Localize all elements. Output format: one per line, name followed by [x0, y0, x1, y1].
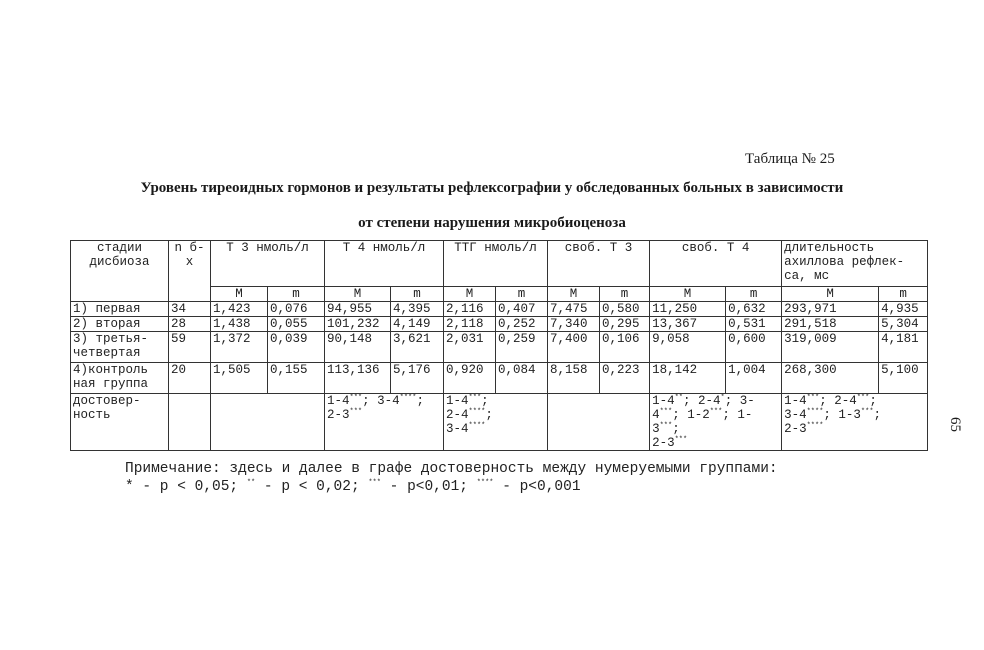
subheader-ft3-m: m [600, 287, 650, 302]
significance-marker: *** [659, 407, 673, 416]
subheader-ttg-M: М [444, 287, 496, 302]
subheader-t4-M: М [325, 287, 391, 302]
cell-t4-m: 5,176 [391, 363, 444, 394]
table-number: Таблица № 25 [745, 151, 835, 167]
header-t3: Т 3 нмоль/л [211, 241, 325, 287]
significance-marker: *** [674, 435, 688, 444]
cell-ft3-m: 0,106 [600, 332, 650, 363]
cell-t4-m: 4,149 [391, 317, 444, 332]
cell-t3-m: 0,055 [268, 317, 325, 332]
significance-free-t3-empty [548, 394, 650, 451]
cell-t3-M: 1,423 [211, 302, 268, 317]
cell-ft3-M: 8,158 [548, 363, 600, 394]
cell-ft4-m: 0,632 [726, 302, 782, 317]
significance-marker: **** [476, 479, 494, 488]
cell-ttg-m: 0,259 [496, 332, 548, 363]
significance-marker: *** [349, 393, 363, 402]
header-reflex: длительность ахиллова рефлек-са, мс [782, 241, 928, 287]
cell-ttg-M: 2,118 [444, 317, 496, 332]
header-free-t3: своб. Т 3 [548, 241, 650, 287]
significance-marker: **** [806, 407, 824, 416]
cell-n: 34 [169, 302, 211, 317]
cell-ft3-M: 7,475 [548, 302, 600, 317]
subheader-ft4-M: М [650, 287, 726, 302]
significance-marker: ** [246, 479, 256, 488]
cell-ref-M: 291,518 [782, 317, 879, 332]
significance-marker: *** [806, 393, 820, 402]
cell-t3-M: 1,372 [211, 332, 268, 363]
cell-ft4-M: 9,058 [650, 332, 726, 363]
cell-ref-m: 5,100 [879, 363, 928, 394]
cell-ref-M: 268,300 [782, 363, 879, 394]
cell-t4-M: 94,955 [325, 302, 391, 317]
cell-t3-m: 0,155 [268, 363, 325, 394]
cell-t3-M: 1,438 [211, 317, 268, 332]
table-title-line2: от степени нарушения микробиоценоза [358, 215, 626, 231]
subheader-ft4-m: m [726, 287, 782, 302]
significance-marker: *** [659, 421, 673, 430]
cell-t3-M: 1,505 [211, 363, 268, 394]
cell-ft3-M: 7,400 [548, 332, 600, 363]
significance-label: достовер-ность [71, 394, 169, 451]
header-free-t4: своб. Т 4 [650, 241, 782, 287]
subheader-ref-M: М [782, 287, 879, 302]
cell-t4-m: 3,621 [391, 332, 444, 363]
significance-marker: *** [468, 393, 482, 402]
subheader-t4-m: m [391, 287, 444, 302]
subheader-ttg-m: m [496, 287, 548, 302]
header-ttg: ТТГ нмоль/л [444, 241, 548, 287]
cell-ft3-m: 0,295 [600, 317, 650, 332]
table-title-line1: Уровень тиреоидных гормонов и результаты рефлексографии у обследованных больных в зависимости [140, 180, 844, 196]
cell-t4-M: 90,148 [325, 332, 391, 363]
cell-ft4-m: 0,600 [726, 332, 782, 363]
table-row [71, 332, 928, 363]
cell-n: 20 [169, 363, 211, 394]
significance-marker: *** [349, 407, 363, 416]
cell-ttg-m: 0,407 [496, 302, 548, 317]
cell-ft4-m: 1,004 [726, 363, 782, 394]
significance-row [71, 394, 928, 451]
significance-ttg: 1-4***; 2-4****; 3-4**** [444, 394, 548, 451]
significance-marker: *** [368, 479, 381, 488]
cell-ref-m: 5,304 [879, 317, 928, 332]
cell-ttg-m: 0,252 [496, 317, 548, 332]
header-stage: стадии дисбиоза [71, 241, 169, 302]
cell-ref-M: 293,971 [782, 302, 879, 317]
significance-t3-empty [211, 394, 325, 451]
subheader-ft3-M: М [548, 287, 600, 302]
header-n: n б-х [169, 241, 211, 302]
significance-t4: 1-4***; 3-4****; 2-3*** [325, 394, 444, 451]
subheader-t3-M: М [211, 287, 268, 302]
table-note: Примечание: здесь и далее в графе достоверность между нумеруемыми группами: * - p < 0,05; ** - p < 0,02; *** - p<0,01; **** - p<0,001 [125, 461, 778, 495]
cell-ttg-M: 0,920 [444, 363, 496, 394]
cell-stage: 2) вторая [71, 317, 169, 332]
significance-marker: **** [806, 421, 824, 430]
cell-t3-m: 0,076 [268, 302, 325, 317]
cell-ft3-M: 7,340 [548, 317, 600, 332]
significance-reflex: 1-4***; 2-4***; 3-4****; 1-3***; 2-3**** [782, 394, 928, 451]
cell-ttg-m: 0,084 [496, 363, 548, 394]
significance-n-empty [169, 394, 211, 451]
cell-ref-m: 4,181 [879, 332, 928, 363]
cell-ft4-M: 18,142 [650, 363, 726, 394]
cell-ttg-M: 2,031 [444, 332, 496, 363]
significance-marker: *** [860, 407, 874, 416]
cell-n: 59 [169, 332, 211, 363]
results-table [70, 240, 928, 451]
cell-t4-m: 4,395 [391, 302, 444, 317]
cell-ft4-M: 13,367 [650, 317, 726, 332]
cell-stage: 1) первая [71, 302, 169, 317]
cell-n: 28 [169, 317, 211, 332]
significance-marker: * [720, 393, 725, 402]
significance-marker: *** [856, 393, 870, 402]
cell-stage: 4)контроль ная группа [71, 363, 169, 394]
significance-marker: **** [468, 407, 486, 416]
subheader-t3-m: m [268, 287, 325, 302]
page-number: 65 [947, 417, 963, 432]
cell-ref-M: 319,009 [782, 332, 879, 363]
significance-marker: **** [399, 393, 417, 402]
cell-ttg-M: 2,116 [444, 302, 496, 317]
cell-ft3-m: 0,580 [600, 302, 650, 317]
cell-ft3-m: 0,223 [600, 363, 650, 394]
significance-marker: **** [468, 421, 486, 430]
header-t4: Т 4 нмоль/л [325, 241, 444, 287]
cell-ft4-m: 0,531 [726, 317, 782, 332]
cell-ft4-M: 11,250 [650, 302, 726, 317]
table-row [71, 302, 928, 317]
significance-marker: *** [709, 407, 723, 416]
cell-t4-M: 101,232 [325, 317, 391, 332]
significance-free-t4: 1-4**; 2-4*; 3-4***; 1-2***; 1-3***; 2-3*** [650, 394, 782, 451]
table-row [71, 363, 928, 394]
cell-ref-m: 4,935 [879, 302, 928, 317]
subheader-ref-m: m [879, 287, 928, 302]
cell-t3-m: 0,039 [268, 332, 325, 363]
cell-t4-M: 113,136 [325, 363, 391, 394]
table-row [71, 317, 928, 332]
cell-stage: 3) третья-четвертая [71, 332, 169, 363]
significance-marker: ** [674, 393, 683, 402]
